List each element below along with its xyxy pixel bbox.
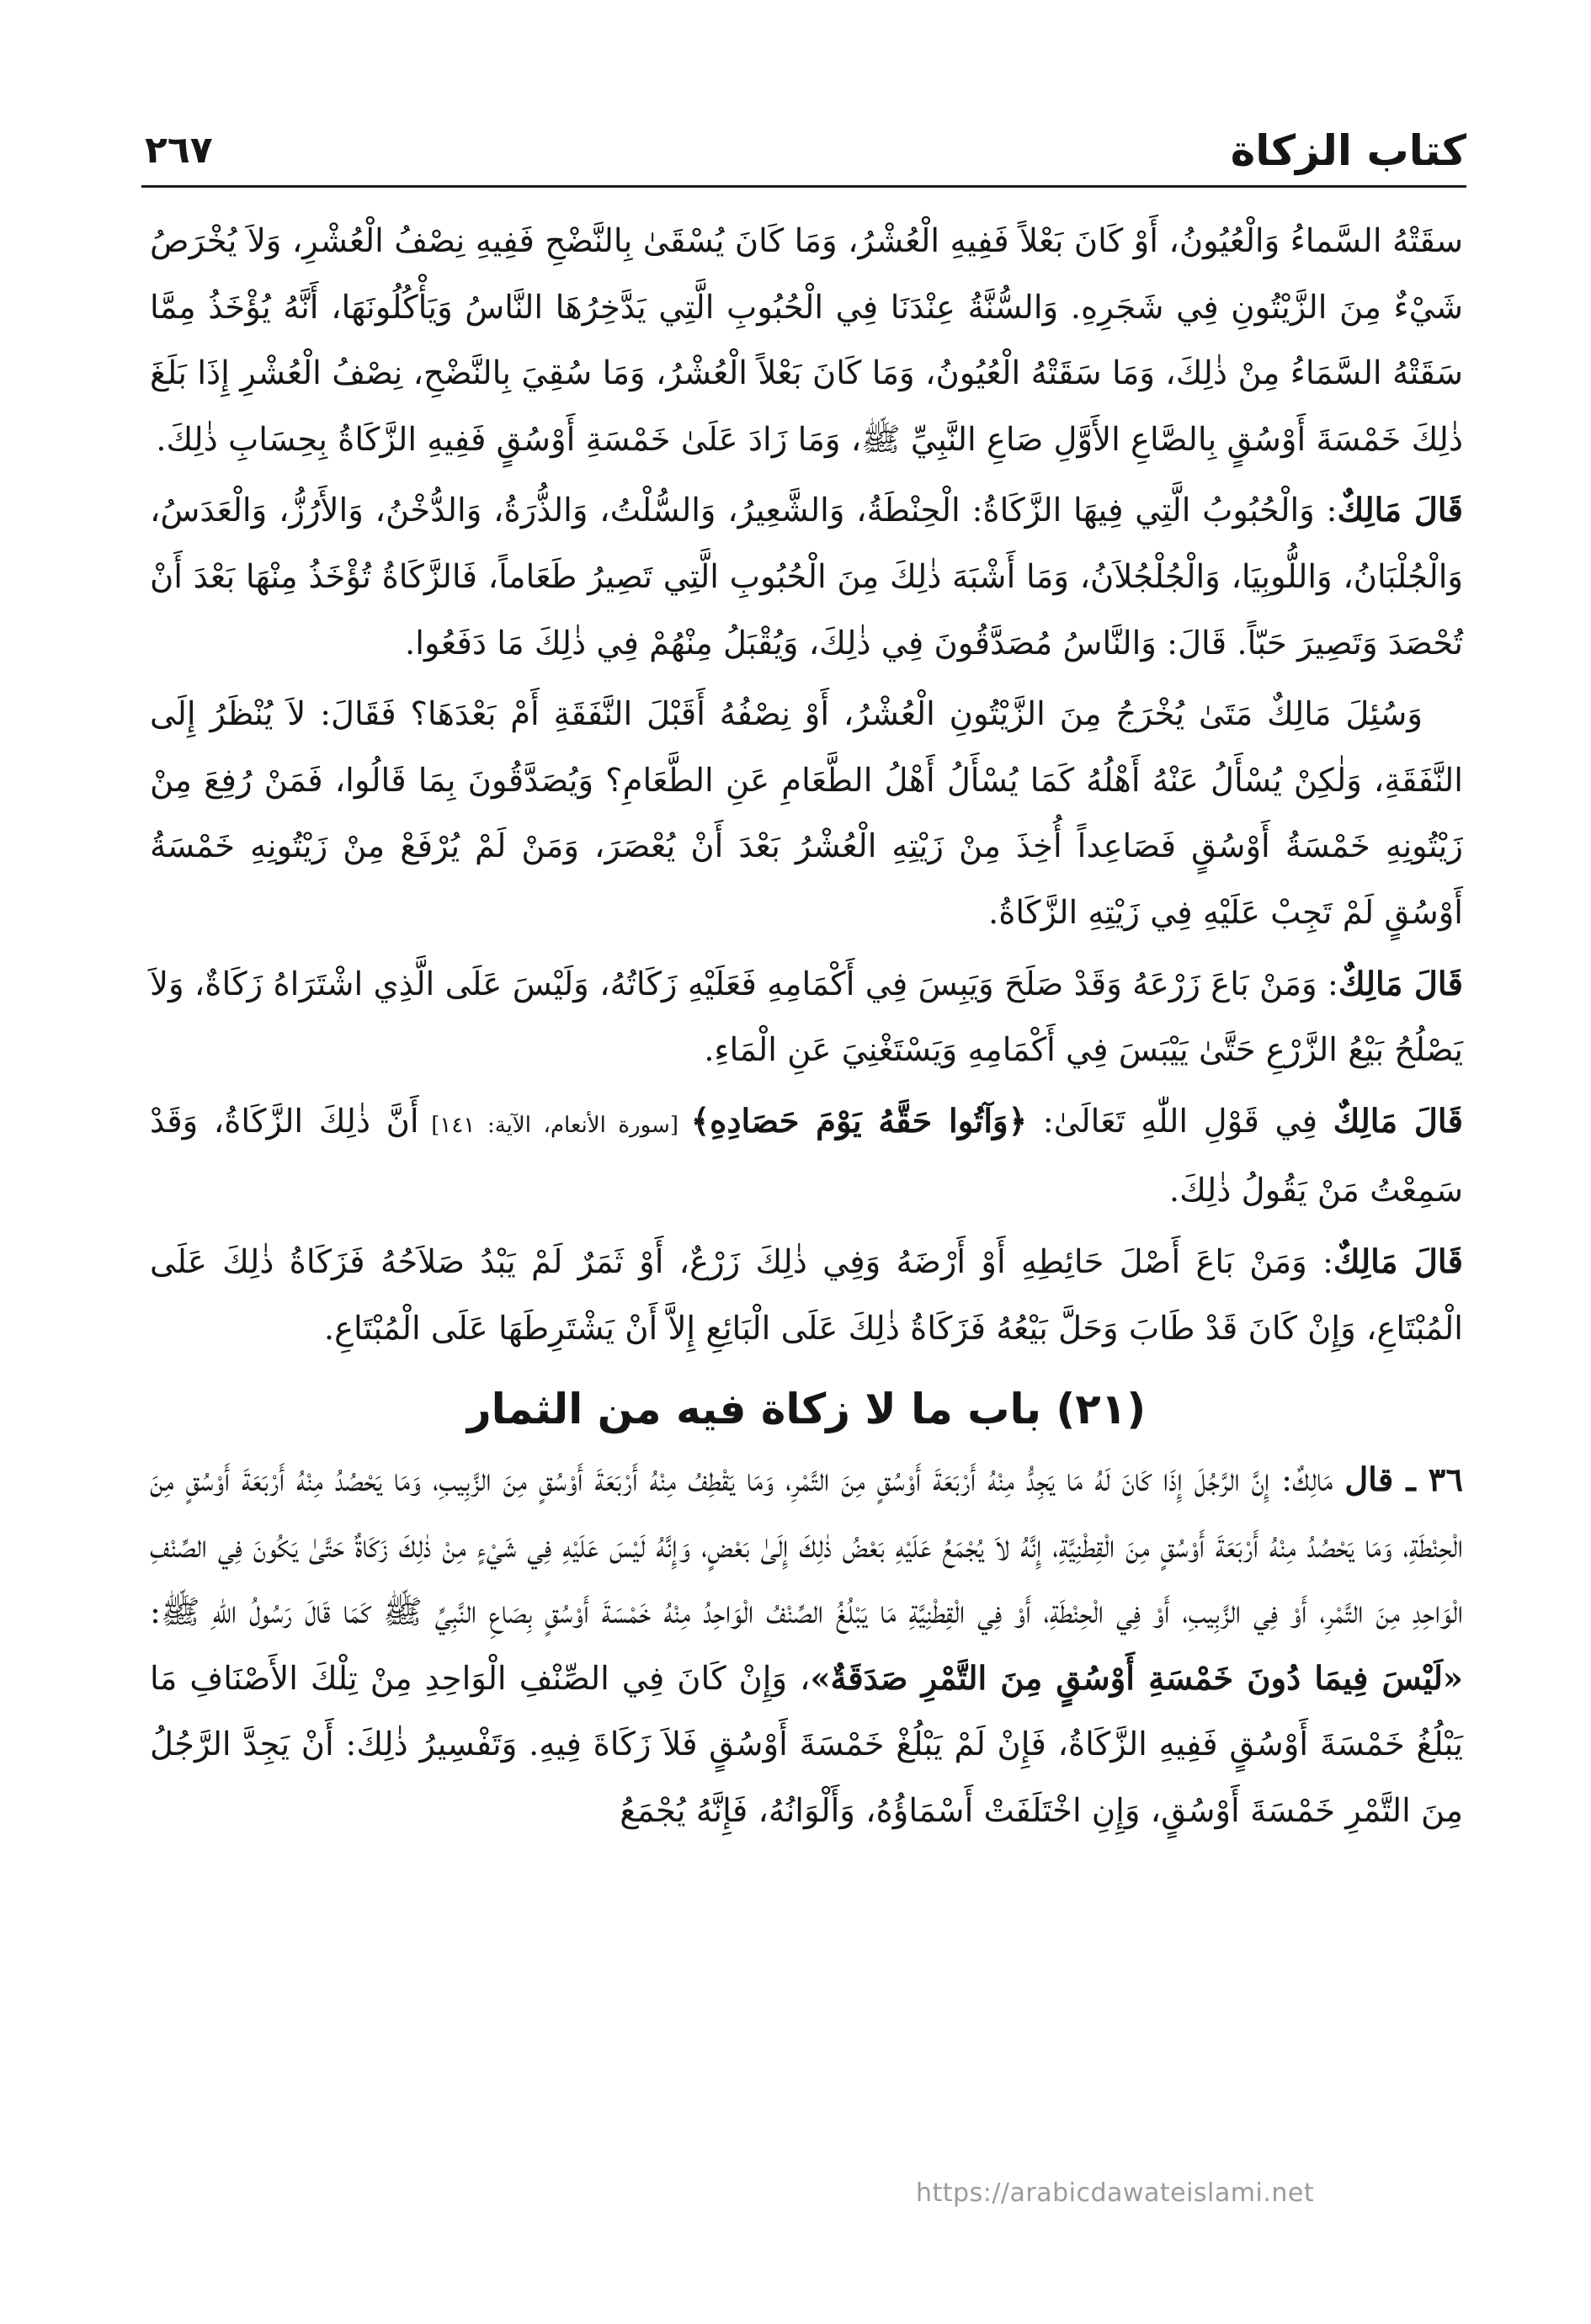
watermark-url: https://arabicdawateislami.net [916, 2178, 1315, 2208]
verse-citation: [سورة الأنعام، الآية: ١٤١] [418, 1112, 691, 1138]
paragraph-lead: قَالَ مَالِكٌ [1337, 492, 1463, 530]
hadith-quote: «لَيْسَ فِيمَا دُونَ خَمْسَةِ أَوْسُقٍ مِنَ التَّمْرِ صَدَقَةٌ» [810, 1659, 1463, 1698]
paragraph-text: : وَمَنْ بَاعَ أَصْلَ حَائِطِهِ أَوْ أَرْضَهُ وَفِي ذٰلِكَ زَرْعٌ، أَوْ ثَمَرٌ لَمْ يَبْدُ صَلاَحُهُ فَزَكَاةُ ذٰلِكَ عَلَى الْمُبْتَاعِ، وَإِنْ كَانَ قَدْ طَابَ وَحَلَّ بَيْعُهُ فَزَكَاةُ ذٰلِكَ عَلَى الْبَائِعِ إِلاَّ أَنْ يَشْتَرِطَهَا عَلَى الْمُبْتَاعِ. [150, 1242, 1463, 1348]
paragraph-text: سقَتْهُ السَّماءُ وَالْعُيُونُ، أَوْ كَانَ بَعْلاً فَفِيهِ الْعُشْرُ، وَمَا كَانَ يُسْقَىٰ بِالنَّضْحِ فَفِيهِ نِصْفُ الْعُشْرِ، وَلاَ يُخْرَصُ شَيْءٌ مِنَ الزَّيْتُونِ فِي شَجَرِهِ. وَالسُّنَّةُ عِنْدَنَا فِي الْحُبُوبِ الَّتِي يَدَّخِرُهَا النَّاسُ وَيَأْكُلُونَهَا، أَنَّهُ يُؤْخَذُ مِمَّا سَقَتْهُ السَّمَاءُ مِنْ ذٰلِكَ، وَمَا سَقَتْهُ الْعُيُونُ، وَمَا كَانَ بَعْلاً الْعُشْرُ، وَمَا سُقِيَ بِالنَّضْحِ، نِصْفُ الْعُشْرِ إِذَا بَلَغَ ذٰلِكَ خَمْسَةَ أَوْسُقٍ بِالصَّاعِ الأَوَّلِ صَاعِ النَّبِيِّ ﷺ، وَمَا زَادَ عَلَىٰ خَمْسَةِ أَوْسُقٍ فَفِيهِ الزَّكَاةُ بِحِسَابِ ذٰلِكَ. [150, 222, 1463, 459]
paragraph-lead: قَالَ مَالِكٌ [1333, 1242, 1463, 1281]
paragraph-2 [150, 478, 1463, 677]
paragraph-lead: قَالَ مَالِكٌ [1338, 965, 1463, 1003]
paragraph-3 [150, 682, 1463, 946]
paragraph-text: مَالِكٌ: إِنَّ الرَّجُلَ إِذَا كَانَ لَهُ مَا يَجِدُّ مِنْهُ أَرْبَعَةَ أَوْسُقٍ مِنَ التَّمْرِ، وَمَا يَقْطِفُ مِنْهُ أَرْبَعَةَ أَوْسُقٍ مِنَ الزَّبِيبِ، وَمَا يَحْصُدُ مِنْهُ أَرْبَعَةَ أَوْسُقٍ مِنَ الْحِنْطَةِ، وَمَا يَحْصُدُ مِنْهُ أَرْبَعَةَ أَوْسُقٍ مِنَ الْقِطْنِيَّةِ، إِنَّهُ لاَ يُجْمَعُ عَلَيْهِ بَعْضُ ذٰلِكَ إِلَىٰ بَعْضٍ، وَإِنَّهُ لَيْسَ عَلَيْهِ فِي شَيْءٍ مِنْ ذٰلِكَ زَكَاةٌ حَتَّىٰ يَكُونَ فِي الصِّنْفِ الْوَاحِدِ مِنَ التَّمْرِ، أَوْ فِي الزَّبِيبِ، أَوْ فِي الْحِنْطَةِ، أَوْ فِي الْقِطْنِيَّةِ مَا يَبْلُغُ الصِّنْفُ الْوَاحِدُ مِنْهُ خَمْسَةَ أَوْسُقٍ بِصَاعِ النَّبِيِّ ﷺ كَمَا قَالَ رَسُولُ اللّٰهِ ﷺ: [150, 1461, 1463, 1632]
running-title: كتاب الزكاة [1230, 126, 1466, 175]
paragraph-lead: قَالَ مَالِكٌ [1333, 1102, 1463, 1141]
page-number: ٢٦٧ [145, 129, 213, 172]
quran-verse: ﴿وَآتُوا حَقَّهُ يَوْمَ حَصَادِهِ﴾ [690, 1102, 1028, 1141]
paragraph-4 [150, 952, 1463, 1084]
header-rule [141, 185, 1466, 188]
section-heading: (٢١) باب ما لا زكاة فيه من الثمار [466, 1385, 1147, 1434]
paragraph-lead: قال [1344, 1461, 1394, 1500]
paragraph-1 [150, 209, 1463, 473]
paragraph-text: فِي قَوْلِ اللّٰهِ تَعَالَىٰ: [1027, 1102, 1333, 1141]
paragraph-5 [150, 1089, 1463, 1225]
page-body [150, 209, 1463, 1850]
paragraph-text: : وَالْحُبُوبُ الَّتِي فِيهَا الزَّكَاةُ: الْحِنْطَةُ، وَالشَّعِيرُ، وَالسُّلْتُ، وَالذُّرَةُ، وَالدُّخْنُ، وَالأَرُزُّ، وَالْعَدَسُ، وَالْجُلْبَانُ، وَاللُّوبِيَا، وَالْجُلْجُلاَنُ، وَمَا أَشْبَهَ ذٰلِكَ مِنَ الْحُبُوبِ الَّتِي تَصِيرُ طَعَاماً، فَالزَّكَاةُ تُؤْخَذُ مِنْهَا بَعْدَ أَنْ تُحْصَدَ وَتَصِيرَ حَبّاً. قَالَ: وَالنَّاسُ مُصَدَّقُونَ فِي ذٰلِكَ، وَيُقْبَلُ مِنْهُمْ فِي ذٰلِكَ مَا دَفَعُوا. [150, 492, 1463, 662]
paragraph-text: : وَمَنْ بَاعَ زَرْعَهُ وَقَدْ صَلَحَ وَيَبِسَ فِي أَكْمَامِهِ فَعَلَيْهِ زَكَاتُهُ، وَلَيْسَ عَلَى الَّذِي اشْتَرَاهُ زَكَاةٌ، وَلاَ يَصْلُحُ بَيْعُ الزَّرْعِ حَتَّىٰ يَيْبَسَ فِي أَكْمَامِهِ وَيَسْتَغْنِيَ عَنِ الْمَاءِ. [150, 965, 1463, 1070]
paragraph-text: وَسُئِلَ مَالِكٌ مَتَىٰ يُخْرَجُ مِنَ الزَّيْتُونِ الْعُشْرُ، أَوْ نِصْفُهُ أَقَبْلَ النَّفَقَةِ أَمْ بَعْدَهَا؟ فَقَالَ: لاَ يُنْظَرُ إِلَى النَّفَقَةِ، وَلٰكِنْ يُسْأَلُ عَنْهُ أَهْلُهُ كَمَا يُسْأَلُ أَهْلُ الطَّعَامِ عَنِ الطَّعَامِ؟ وَيُصَدَّقُونَ بِمَا قَالُوا، فَمَنْ رُفِعَ مِنْ زَيْتُونِهِ خَمْسَةُ أَوْسُقٍ فَصَاعِداً أُخِذَ مِنْ زَيْتِهِ الْعُشْرُ بَعْدَ أَنْ يُعْصَرَ، وَمَنْ لَمْ يُرْفَعْ مِنْ زَيْتُونِهِ خَمْسَةُ أَوْسُقٍ لَمْ تَجِبْ عَلَيْهِ فِي زَيْتِهِ الزَّكَاةُ. [150, 695, 1463, 932]
paragraph-6 [150, 1230, 1463, 1362]
paragraph-number: ٣٦ ـ [1393, 1461, 1463, 1500]
paragraph-text: ، وَإِنْ كَانَ فِي الصِّنْفِ الْوَاحِدِ مِنْ تِلْكَ الأَصْنَافِ مَا يَبْلُغُ خَمْسَةَ أَوْسُقٍ فَفِيهِ الزَّكَاةُ، فَإِنْ لَمْ يَبْلُغْ خَمْسَةَ أَوْسُقٍ فَلاَ زَكَاةَ فِيهِ. وَتَفْسِيرُ ذٰلِكَ: أَنْ يَجِدَّ الرَّجُلُ مِنَ التَّمْرِ خَمْسَةَ أَوْسُقٍ، وَإِنِ اخْتَلَفَتْ أَسْمَاؤُهُ، وَأَلْوَانُهُ، فَإِنَّهُ يُجْمَعُ [150, 1659, 1463, 1831]
page-header [145, 116, 1466, 185]
paragraph-text: أَنَّ ذٰلِكَ الزَّكَاةُ، وَقَدْ سَمِعْتُ مَنْ يَقُولُ ذٰلِكَ. [150, 1102, 1463, 1210]
section-paragraph [150, 1448, 1463, 1845]
